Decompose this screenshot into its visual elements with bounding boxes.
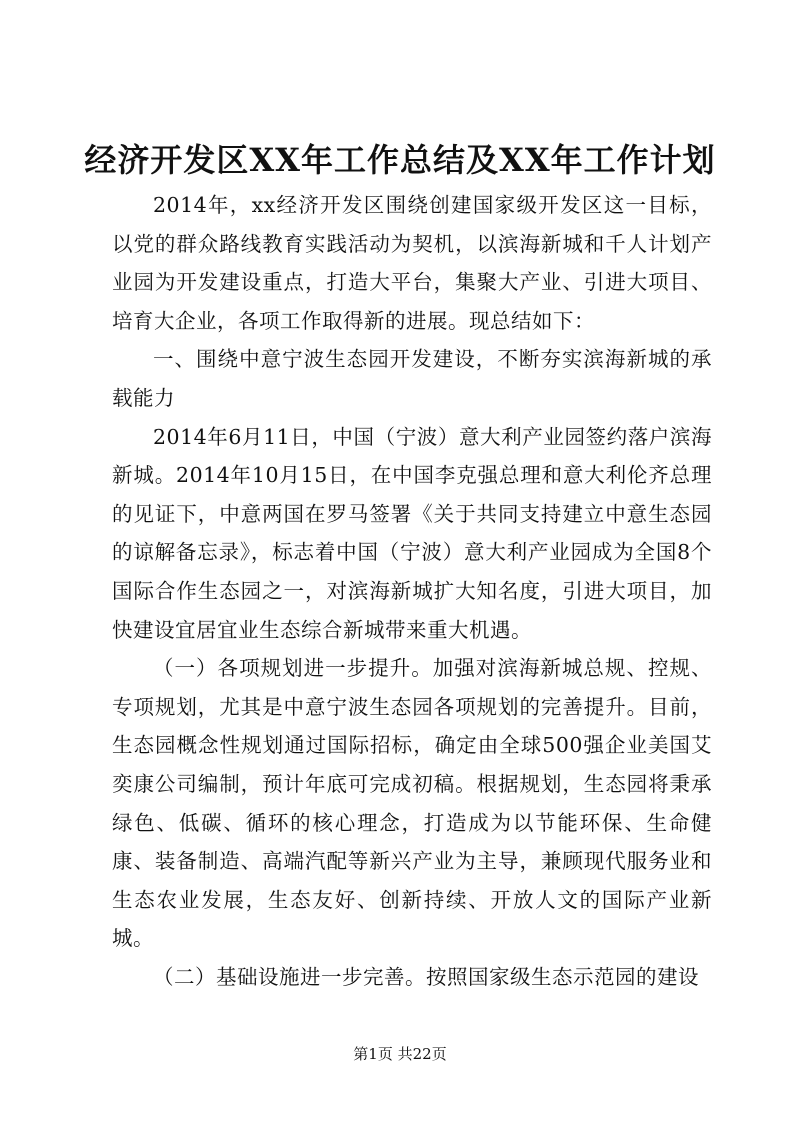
document-title: 经济开发区XX年工作总结及XX年工作计划 [84, 141, 716, 179]
paragraph-planning: （一）各项规划进一步提升。加强对滨海新城总规、控规、专项规划，尤其是中意宁波生态园各项规划的完善提升。目前，生态园概念性规划通过国际招标，确定由全球500强企业美国艾奕康公司编制，预计年底可完成初稿。根据规划，生态园将秉承绿色、低碳、循环的核心理念，打造成为以节能环保、生命健康、装备制造、高端汽配等新兴产业为主导，兼顾现代服务业和生态农业发展，生态友好、创新持续、开放人文的国际产业新城。 [112, 656, 712, 951]
page-number-footer: 第1页 共22页 [353, 1045, 447, 1063]
paragraph-park-signing: 2014年6月11日，中国（宁波）意大利产业园签约落户滨海新城。2014年10月15日，在中国李克强总理和意大利伦齐总理的见证下，中意两国在罗马签署《关于共同支持建立中意生态园的谅解备忘录》，标志着中国（宁波）意大利产业园成为全国8个国际合作生态园之一，对滨海新城扩大知名度，引进大项目，加快建设宜居宜业生态综合新城带来重大机遇。 [112, 424, 712, 642]
paragraph-intro: 2014年，xx经济开发区围绕创建国家级开发区这一目标，以党的群众路线教育实践活动为契机，以滨海新城和千人计划产业园为开发建设重点，打造大平台，集聚大产业、引进大项目、培育大企业，各项工作取得新的进展。现总结如下： [112, 193, 712, 333]
document-body [112, 186, 712, 996]
paragraph-infrastructure: （二）基础设施进一步完善。按照国家级生态示范园的建设 [153, 964, 699, 989]
section-heading-one: 一、围绕中意宁波生态园开发建设，不断夯实滨海新城的承载能力 [112, 347, 712, 410]
